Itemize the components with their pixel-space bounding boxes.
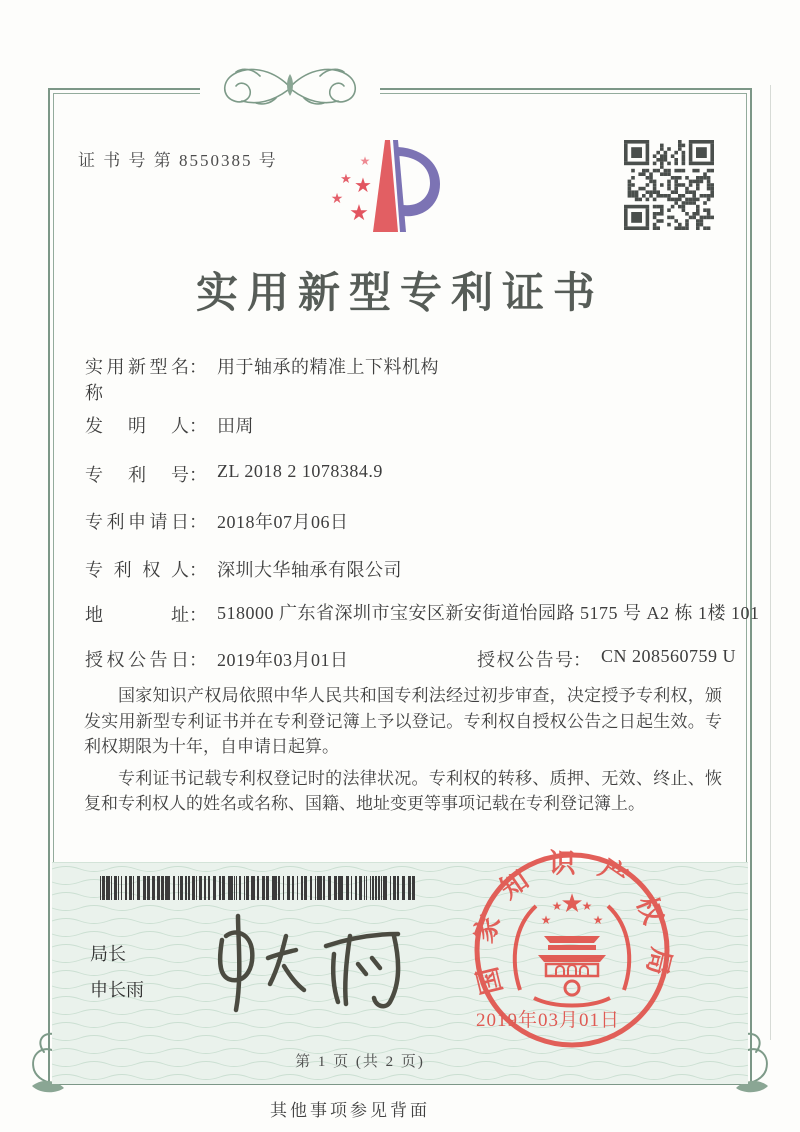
field-row-invention-name [85,353,439,405]
field-value: 田周 [217,416,254,436]
field-row-inventor [85,412,254,438]
field-label: 实用新型名称 [85,357,189,403]
field-colon: ： [189,512,207,532]
field-label: 专利号 [85,465,189,485]
legal-paragraph-1: 国家知识产权局依照中华人民共和国专利法经过初步审查，决定授予专利权，颁发实用新型专利证书并在专利登记簿上予以登记。专利权自授权公告之日起生效。专利权期限为十年，自申请日起算。 [84,686,722,756]
svg-text:★: ★ [349,201,369,226]
svg-text:★: ★ [340,172,352,187]
field-value: 深圳大华轴承有限公司 [217,560,402,580]
logo-stars [331,154,372,226]
top-border-ornament [200,60,380,108]
field-value: 518000 广东省深圳市宝安区新安街道怡园路 5175 号 A2 栋 1楼 101 [217,603,760,623]
field-label: 授权公告日 [85,650,189,670]
svg-text:★: ★ [330,191,344,207]
barcode-bars [100,876,415,900]
field-colon: ： [189,357,207,377]
legal-paragraph-2: 专利证书记载专利权登记时的法律状况。专利权的转移、质押、无效、终止、恢复和专利权人的姓名或名称、国籍、地址变更等事项记载在专利登记簿上。 [84,768,722,813]
official-red-seal [462,840,682,1060]
field-row-grant [85,646,745,672]
field-label: 专利申请日 [85,512,189,532]
logo-purple-p [393,140,440,232]
field-label: 专利权人 [85,560,189,580]
signer-title: 局长 [90,944,126,964]
seal-date: 2019年03月01日 [475,1010,621,1031]
field-value: 用于轴承的精准上下料机构 [217,357,439,377]
barcode [100,876,420,900]
field-colon: ： [189,416,207,436]
field-colon: ： [189,605,207,625]
grant-number-pair [477,646,736,672]
scanned-paper-edge [770,85,771,1040]
seal-ring-text: 国家知识产权局 [467,848,677,998]
field-value: 2018年07月06日 [217,512,349,532]
national-emblem [515,889,629,1006]
field-row-address [85,601,762,627]
field-label: 地址 [85,605,189,625]
field-colon: ： [189,560,207,580]
field-label: 授权公告号 [477,650,573,670]
field-colon: ： [189,465,207,485]
svg-text:★: ★ [359,154,371,168]
svg-text:★: ★ [592,913,604,927]
svg-text:★: ★ [540,913,552,927]
certificate-title: 实用新型专利证书 [195,271,604,317]
handwritten-signature [198,908,423,1016]
qr-code [624,140,714,230]
field-value: ZL 2018 2 1078384.9 [217,461,383,481]
svg-text:★: ★ [551,899,563,913]
field-row-filing-date [85,508,349,534]
certificate-number: 证 书 号 第 8550385 号 [78,151,278,170]
svg-text:★: ★ [581,899,593,913]
back-side-note: 其他事项参见背面 [270,1101,430,1120]
field-row-patent-number [85,461,383,487]
grant-number-value: CN 208560759 U [601,646,737,666]
page-number: 第 1 页 (共 2 页) [295,1054,425,1070]
field-row-patentee [85,556,402,582]
svg-text:★: ★ [354,173,372,197]
grant-date-value: 2019年03月01日 [217,650,349,670]
signer-name: 申长雨 [90,980,144,1000]
field-colon: ： [573,650,591,670]
field-colon: ： [189,650,207,670]
field-label: 发明人 [85,416,189,436]
cnipa-logo [326,134,448,238]
legal-text-block [84,683,722,823]
svg-text:★: ★ [560,889,584,919]
